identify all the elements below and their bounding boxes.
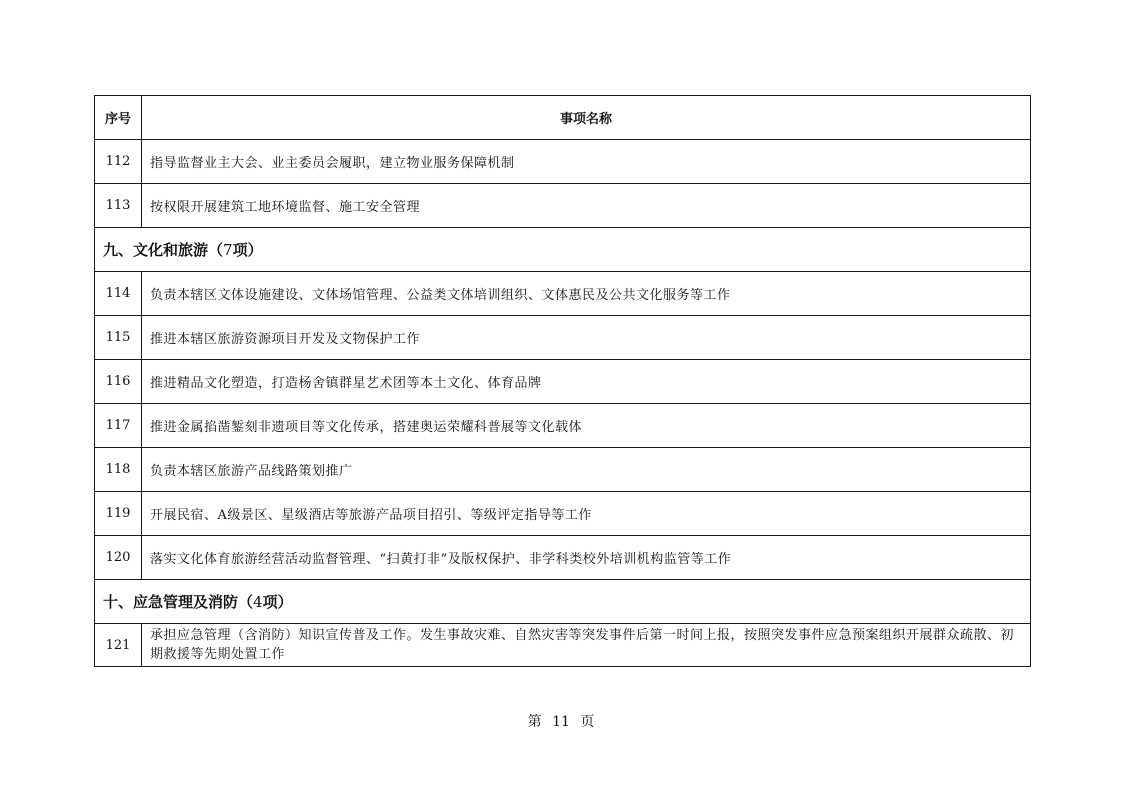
table-row <box>95 404 1031 448</box>
row-name: 负责本辖区旅游产品线路策划推广 <box>142 448 1031 492</box>
row-num: 116 <box>95 360 142 404</box>
section-row-emergency-fire <box>95 580 1031 624</box>
page-number: 第 11 页 <box>527 714 595 730</box>
section-title-text: 九、文化和旅游（ <box>103 241 224 259</box>
row-name: 负责本辖区文体设施建设、文体场馆管理、公益类文体培训组织、文体惠民及公共文化服务等工作 <box>142 272 1031 316</box>
row-num: 112 <box>95 140 142 184</box>
table-row <box>95 184 1031 228</box>
table-row <box>95 624 1031 667</box>
table-header-row <box>95 96 1031 140</box>
table-row <box>95 448 1031 492</box>
header-name: 事项名称 <box>142 96 1031 140</box>
row-name: 推进本辖区旅游资源项目开发及文物保护工作 <box>142 316 1031 360</box>
section-title <box>95 580 1031 624</box>
header-num: 序号 <box>95 96 142 140</box>
table-row <box>95 272 1031 316</box>
row-num: 115 <box>95 316 142 360</box>
row-name: 承担应急管理（含消防）知识宣传普及工作。发生事故灾难、自然灾害等突发事件后第一时间上报，按照突发事件应急预案组织开展群众疏散、初期救援等先期处置工作 <box>142 624 1031 667</box>
section-count: 7 <box>223 241 233 259</box>
row-num: 114 <box>95 272 142 316</box>
section-count: 4 <box>253 593 263 611</box>
row-num: 121 <box>95 624 142 667</box>
row-name: 推进金属掐凿錾刻非遗项目等文化传承，搭建奥运荣耀科普展等文化载体 <box>142 404 1031 448</box>
items-table <box>94 95 1031 667</box>
table-row <box>95 536 1031 580</box>
row-name: 落实文化体育旅游经营活动监督管理、“扫黄打非”及版权保护、非学科类校外培训机构监管等工作 <box>142 536 1031 580</box>
row-num: 113 <box>95 184 142 228</box>
section-suffix: 项） <box>232 241 263 259</box>
row-name: 按权限开展建筑工地环境监督、施工安全管理 <box>142 184 1031 228</box>
row-name: 指导监督业主大会、业主委员会履职，建立物业服务保障机制 <box>142 140 1031 184</box>
row-name: 开展民宿、A级景区、星级酒店等旅游产品项目招引、等级评定指导等工作 <box>142 492 1031 536</box>
table-row <box>95 492 1031 536</box>
row-num: 117 <box>95 404 142 448</box>
section-title <box>95 228 1031 272</box>
row-name: 推进精品文化塑造，打造杨舍镇群星艺术团等本土文化、体育品牌 <box>142 360 1031 404</box>
table-row <box>95 140 1031 184</box>
table-row <box>95 316 1031 360</box>
row-num: 118 <box>95 448 142 492</box>
row-num: 120 <box>95 536 142 580</box>
section-suffix: 项） <box>262 593 293 611</box>
section-row-culture-tourism <box>95 228 1031 272</box>
row-num: 119 <box>95 492 142 536</box>
section-title-text: 十、应急管理及消防（ <box>103 593 254 611</box>
table-row <box>95 360 1031 404</box>
